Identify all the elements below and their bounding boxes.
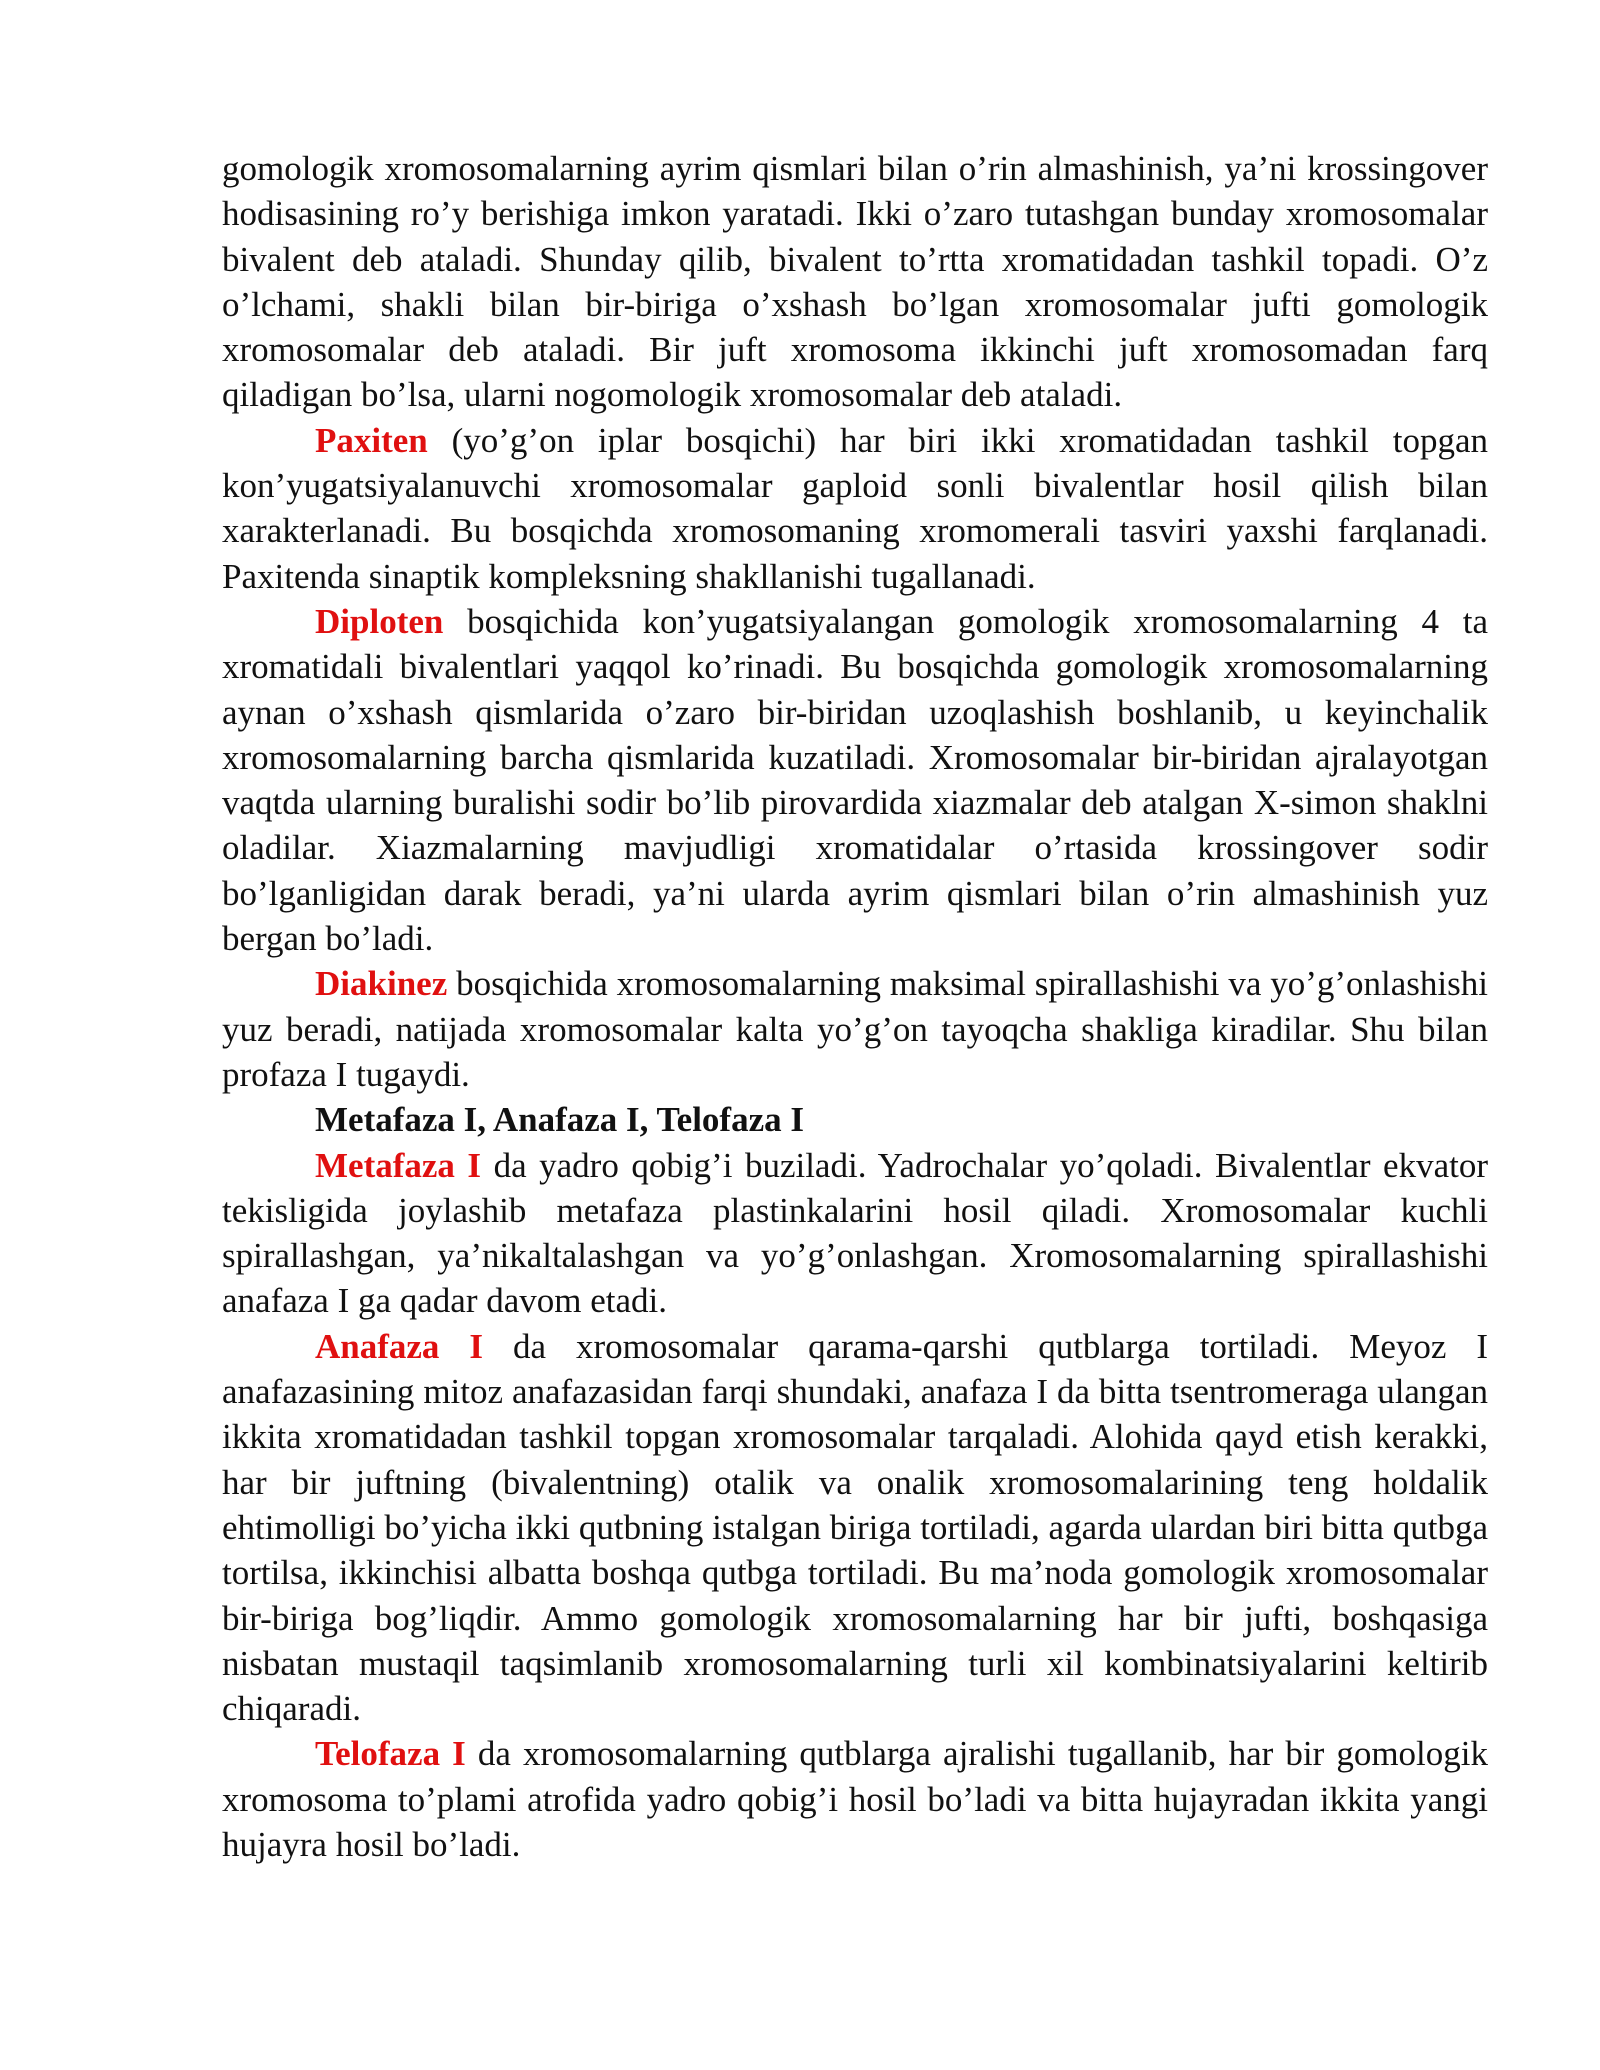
paragraph-text: gomologik xromosomalarning ayrim qismlari bilan o’rin almashinish, ya’ni krossingover hodisasining ro’y berishiga imkon yaratadi. Ikki o’zaro tutashgan bunday xromosomalar bivalent deb ataladi. Shunday qilib, bivalent to’rtta xromatidadan tashkil topadi. O’z o’lchami, shakli bilan bir-biriga o’xshash bo’lgan xromosomalar jufti gomologik xromosomalar deb ataladi. Bir juft xromosoma ikkinchi juft xromosomadan farq qiladigan bo’lsa, ularni nogomologik xromosomalar deb ataladi. [222,149,1488,415]
term-diakinez: Diakinez [315,964,448,1004]
paragraph-intro [222,146,1488,418]
term-anafaza: Anafaza I [315,1326,484,1366]
paragraph-text: bosqichida kon’yugatsiyalangan gomologik xromosomalarning 4 ta xromatidali bivalentlari yaqqol ko’rinadi. Bu bosqichda gomologik xromosomalarning aynan o’xshash qismlarida o’zaro bir-biridan uzoqlashish boshlanib, u keyinchalik xromosomalarning barcha qismlarida kuzatiladi. Xromosomalar bir-biridan ajralayotgan vaqtda ularning buralishi sodir bo’lib pirovardida xiazmalar deb atalgan X-simon shaklni oladilar. Xiazmalarning mavjudligi xromatidalar o’rtasida krossingover sodir bo’lganligidan darak beradi, ya’ni ularda ayrim qismlari bilan o’rin almashinish yuz bergan bo’ladi. [222,601,1488,959]
term-telofaza: Telofaza I [315,1734,466,1774]
paragraph-anafaza [222,1324,1488,1732]
term-paxiten: Paxiten [315,420,428,460]
paragraph-paxiten [222,418,1488,599]
section-heading: Metafaza I, Anafaza I, Telofaza I [315,1100,804,1140]
paragraph-diploten [222,599,1488,961]
paragraph-telofaza [222,1731,1488,1867]
term-diploten: Diploten [315,601,444,641]
paragraph-text: (yo’g’on iplar bosqichi) har biri ikki xromatidadan tashkil topgan kon’yugatsiyalanuvchi xromosomalar gaploid sonli bivalentlar hosil qilish bilan xarakterlanadi. Bu bosqichda xromosomaning xromomerali tasviri yaxshi farqlanadi. Paxitenda sinaptik kompleksning shakllanishi tugallanadi. [222,420,1488,596]
paragraph-text: da yadro qobig’i buziladi. Yadrochalar yo’qoladi. Bivalentlar ekvator tekisligida joylashib metafaza plastinkalarini hosil qiladi. Xromosomalar kuchli spirallashgan, ya’nikaltalashgan va yo’g’onlashgan. Xromosomalarning spirallashishi anafaza I ga qadar davom etadi. [222,1145,1488,1321]
paragraph-text: da xromosomalarning qutblarga ajralishi tugallanib, har bir gomologik xromosoma to’plami atrofida yadro qobig’i hosil bo’ladi va bitta hujayradan ikkita yangi hujayra hosil bo’ladi. [222,1734,1489,1864]
paragraph-text: bosqichida xromosomalarning maksimal spirallashishi va yo’g’onlashishi yuz beradi, natijada xromosomalar kalta yo’g’on tayoqcha shakliga kiradilar. Shu bilan profaza I tugaydi. [222,964,1488,1094]
document-page [222,146,1488,1867]
paragraph-metafaza [222,1143,1488,1324]
paragraph-text: da xromosomalar qarama-qarshi qutblarga tortiladi. Meyoz I anafazasining mitoz anafazasidan farqi shundaki, anafaza I da bitta tsentromeraga ulangan ikkita xromatidadan tashkil topgan xromosomalar tarqaladi. Alohida qayd etish kerakki, har bir juftning (bivalentning) otalik va onalik xromosomalarining teng holdalik ehtimolligi bo’yicha ikki qutbning istalgan biriga tortiladi, agarda ulardan biri bitta qutbga tortilsa, ikkinchisi albatta boshqa qutbga tortiladi. Bu ma’noda gomologik xromosomalar bir-biriga bog’liqdir. Ammo gomologik xromosomalarning har bir jufti, boshqasiga nisbatan mustaqil taqsimlanib xromosomalarning turli xil kombinatsiyalarini keltirib chiqaradi. [222,1326,1489,1729]
term-metafaza: Metafaza I [315,1145,482,1185]
paragraph-diakinez [222,961,1488,1097]
